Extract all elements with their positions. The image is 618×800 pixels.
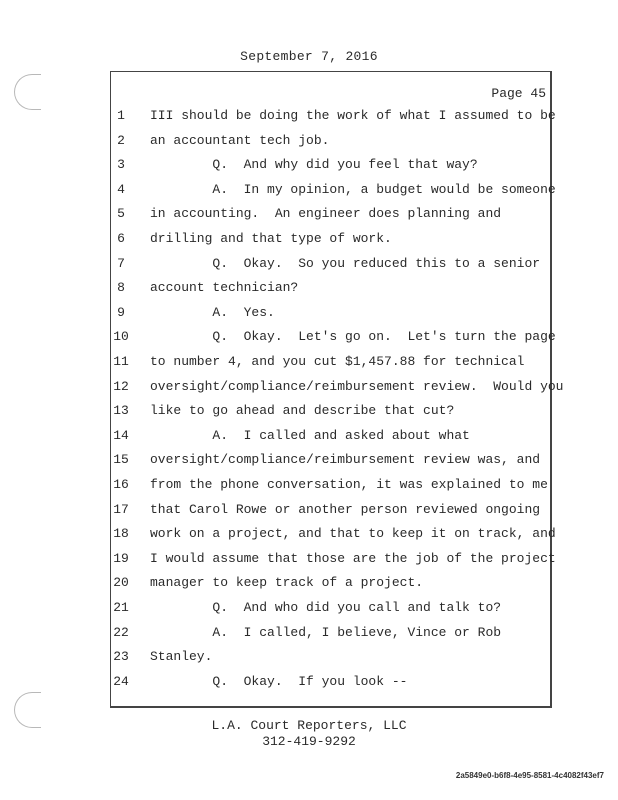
- transcript-line: [0, 204, 618, 224]
- line-text: Q. And who did you call and talk to?: [150, 600, 502, 615]
- line-text: that Carol Rowe or another person reviewed ongoing: [150, 501, 541, 517]
- line-number: 3: [117, 157, 125, 173]
- line-text: manager to keep track of a project.: [150, 575, 424, 591]
- footer: [0, 718, 618, 750]
- line-number: 22: [113, 624, 129, 640]
- line-text: Q. Okay. If you look --: [150, 673, 408, 689]
- line-text: Stanley.: [150, 649, 213, 665]
- transcript-line: [0, 303, 618, 323]
- transcript-line: [0, 327, 618, 347]
- line-text: Q. Okay. So you reduced this to a senior: [150, 255, 541, 271]
- transcript-line: [0, 573, 618, 593]
- line-number: 1: [117, 108, 125, 123]
- transcript-line: [0, 401, 618, 421]
- transcript-line: [0, 672, 618, 692]
- line-text: A. Yes.: [150, 304, 275, 320]
- transcript-line: [0, 450, 618, 470]
- line-number: 8: [117, 280, 125, 296]
- line-number: 6: [117, 231, 125, 246]
- line-text: an accountant tech job.: [150, 132, 330, 148]
- line-text: from the phone conversation, it was explained to me: [150, 477, 548, 492]
- line-number: 20: [113, 575, 129, 591]
- line-number: 7: [117, 255, 125, 271]
- footer-phone: 312-419-9292: [262, 734, 356, 749]
- line-number: 13: [113, 403, 129, 419]
- line-text: Q. Okay. Let's go on. Let's turn the page: [150, 329, 556, 345]
- line-text: Q. And why did you feel that way?: [150, 157, 478, 173]
- transcript-line: [0, 623, 618, 643]
- transcript-line: [0, 647, 618, 667]
- transcript-line: [0, 475, 618, 495]
- line-text: A. I called and asked about what: [150, 427, 470, 443]
- line-text: in accounting. An engineer does planning and: [150, 206, 502, 222]
- line-text: oversight/compliance/reimbursement review. Would you: [150, 378, 564, 394]
- line-number: 2: [117, 132, 125, 148]
- transcript-line: [0, 229, 618, 249]
- transcript-line: [0, 377, 618, 397]
- line-text: A. In my opinion, a budget would be someone: [150, 181, 556, 197]
- line-number: 4: [117, 181, 125, 197]
- transcript-line: [0, 155, 618, 175]
- transcript-line: [0, 549, 618, 569]
- line-text: drilling and that type of work.: [150, 231, 392, 246]
- transcript-line: [0, 254, 618, 274]
- line-number: 14: [113, 427, 129, 443]
- line-text: work on a project, and that to keep it on track, and: [150, 526, 556, 542]
- transcript-line: [0, 352, 618, 372]
- line-text: III should be doing the work of what I assumed to be: [150, 108, 556, 123]
- line-number: 15: [113, 452, 129, 468]
- line-text: like to go ahead and describe that cut?: [150, 403, 455, 419]
- line-number: 9: [117, 304, 125, 320]
- line-number: 21: [113, 600, 129, 615]
- line-number: 24: [113, 673, 129, 689]
- line-number: 17: [113, 501, 129, 517]
- line-number: 10: [113, 329, 129, 345]
- document-id: 2a5849e0-b6f8-4e95-8581-4c4082f43ef7: [455, 771, 604, 780]
- line-number: 12: [113, 378, 129, 394]
- line-number: 11: [113, 354, 129, 369]
- line-text: A. I called, I believe, Vince or Rob: [150, 624, 502, 640]
- line-text: oversight/compliance/reimbursement review was, and: [150, 452, 541, 468]
- line-text: account technician?: [150, 280, 299, 296]
- transcript-date: September 7, 2016: [240, 49, 378, 64]
- line-number: 18: [113, 526, 129, 542]
- line-number: 16: [113, 477, 129, 492]
- transcript-line: [0, 278, 618, 298]
- transcript-line: [0, 180, 618, 200]
- transcript-line: [0, 131, 618, 151]
- punch-hole-top: [14, 74, 41, 110]
- footer-company: L.A. Court Reporters, LLC: [211, 718, 407, 733]
- line-text: I would assume that those are the job of the project: [150, 550, 556, 566]
- line-number: 19: [113, 550, 129, 566]
- transcript-line: [0, 426, 618, 446]
- line-number: 5: [117, 206, 125, 222]
- line-text: to number 4, and you cut $1,457.88 for technical: [150, 354, 525, 369]
- transcript-line: [0, 500, 618, 520]
- transcript-line: [0, 598, 618, 618]
- line-number: 23: [113, 649, 129, 665]
- page-number: Page 45: [491, 86, 546, 101]
- transcript-line: [0, 524, 618, 544]
- transcript-line: [0, 106, 618, 126]
